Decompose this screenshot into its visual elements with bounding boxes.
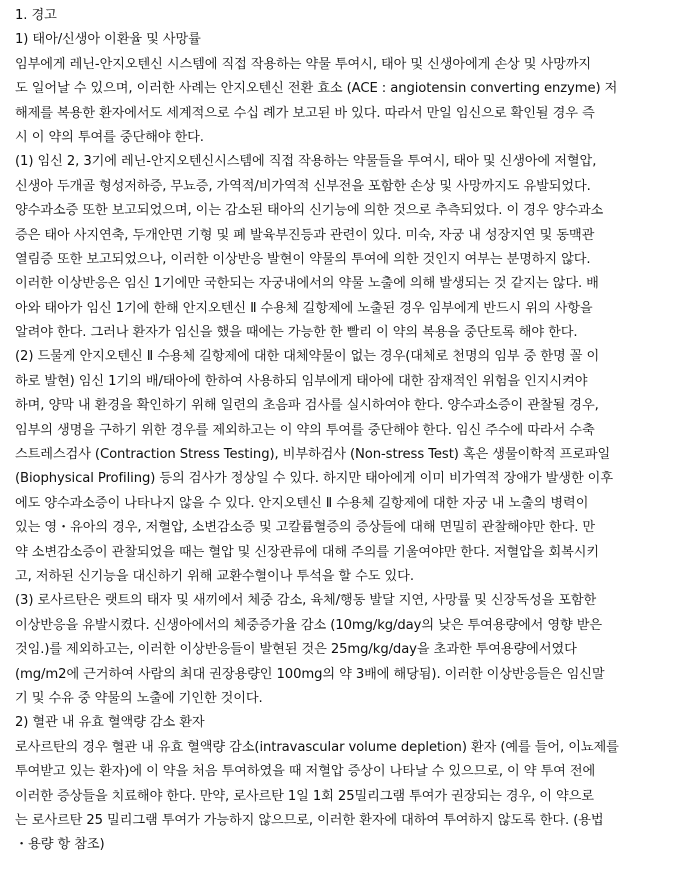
text-line: (3) 로사르탄은 랫트의 태자 및 새끼에서 체중 감소, 육체/행동 발달 지연, 사망률 및 신장독성을 포함한 (15, 593, 597, 609)
text-line: 이러한 이상반응은 임신 1기에만 국한되는 자궁내에서의 약물 노출에 의해 발생되는 것 같지는 않다. 배 (15, 276, 599, 292)
text-line: 도 일어날 수 있으며, 이러한 사례는 안지오텐신 전환 효소 (ACE : angiotensin converting enzyme) 저 (15, 81, 618, 97)
text-line: 임부에게 레닌-안지오텐신 시스템에 직접 작용하는 약물 투여시, 태아 및 신생아에게 손상 및 사망까지 (15, 56, 592, 72)
text-line: (mg/m2에 근거하여 사람의 최대 권장용량인 100mg의 약 3배에 해당됨). 이러한 이상반응들은 임신말 (15, 666, 605, 682)
item-3-paragraph (15, 589, 683, 711)
text-line: (2) 드물게 안지오텐신 Ⅱ 수용체 길항제에 대한 대체약물이 없는 경우(대체로 천명의 임부 중 한명 꼴 이 (15, 349, 600, 365)
text-line: 스트레스검사 (Contraction Stress Testing), 비부하검사 (Non-stress Test) 혹은 생물이학적 프로파일 (15, 447, 611, 463)
text-line: 시 이 약의 투여를 중단해야 한다. (15, 129, 204, 145)
text-line: 투여받고 있는 환자)에 이 약을 처음 투여하였을 때 저혈압 증상이 나타날 수 있으므로, 이 약 투여 전에 (15, 764, 596, 780)
text-line: 고, 저하된 신기능을 대신하기 위해 교환수혈이나 투석을 할 수도 있다. (15, 568, 414, 584)
text-line: 신생아 두개골 형성저하증, 무뇨증, 가역적/비가역적 신부전을 포함한 손상 및 사망까지도 유발되었다. (15, 178, 591, 194)
text-line: 증은 태아 사지연축, 두개안면 기형 및 폐 발육부진등과 관련이 있다. 미숙, 자궁 내 성장지연 및 동맥관 (15, 227, 595, 243)
text-line: 로사르탄의 경우 혈관 내 유효 혈액량 감소(intravascular volume depletion) 환자 (예를 들어, 이뇨제를 (15, 739, 619, 755)
text-line: 임부의 생명을 구하기 위한 경우를 제외하고는 이 약의 투여를 중단해야 한다. 임신 주수에 따라서 수축 (15, 422, 595, 438)
text-line: 기 및 수유 중 약물의 노출에 기인한 것이다. (15, 690, 263, 706)
subsection-heading-fetal-neonatal: 1) 태아/신생아 이환율 및 사망률 (15, 32, 201, 48)
text-line: (1) 임신 2, 3기에 레닌-안지오텐신시스템에 직접 작용하는 약물들을 투여시, 태아 및 신생아에 저혈압, (15, 154, 597, 170)
text-line: 이상반응을 유발시켰다. 신생아에서의 체중증가율 감소 (10mg/kg/day의 낮은 투여용량에서 영향 받은 (15, 617, 603, 633)
intro-paragraph (15, 53, 683, 151)
text-line: 양수과소증 또한 보고되었으며, 이는 감소된 태아의 신기능에 의한 것으로 추측되었다. 이 경우 양수과소 (15, 203, 604, 219)
subsection-2-paragraph (15, 736, 683, 858)
item-1-paragraph (15, 150, 683, 345)
text-line: 는 로사르탄 25 밀리그램 투여가 가능하지 않으므로, 이러한 환자에 대하여 투여하지 않도록 한다. (용법 (15, 812, 604, 828)
text-line: ・용량 항 참조) (15, 837, 105, 853)
text-line: 에도 양수과소증이 나타나지 않을 수 있다. 안지오텐신 Ⅱ 수용체 길항제에 대한 자궁 내 노출의 병력이 (15, 495, 589, 511)
text-line: 약 소변감소증이 관찰되었을 때는 혈압 및 신장관류에 대해 주의를 기울여야만 한다. 저혈압을 회복시키 (15, 544, 600, 560)
subsection-heading-volume-depletion: 2) 혈관 내 유효 혈액량 감소 환자 (15, 715, 205, 731)
text-line: (Biophysical Profiling) 등의 검사가 정상일 수 있다. 하지만 태아에게 이미 비가역적 장애가 발생한 이후 (15, 471, 613, 487)
text-line: 것임.)를 제외하고는, 이러한 이상반응들이 발현된 것은 25mg/kg/day을 초과한 투여용량에서였다 (15, 642, 577, 658)
text-line: 알려야 한다. 그러나 환자가 임신을 했을 때에는 가능한 한 빨리 이 약의 복용을 중단토록 해야 한다. (15, 325, 578, 341)
text-line: 아와 태아가 임신 1기에 한해 안지오텐신 Ⅱ 수용체 길항제에 노출된 경우 임부에게 반드시 위의 사항을 (15, 300, 593, 316)
text-line: 있는 영・유아의 경우, 저혈압, 소변감소증 및 고칼륨혈증의 증상들에 대해 면밀히 관찰해야만 한다. 만 (15, 520, 596, 536)
text-line: 하로 발현) 임신 1기의 배/태아에 한하여 사용하되 임부에게 태아에 대한 잠재적인 위험을 인지시켜야 (15, 373, 588, 389)
text-line: 열림증 또한 보고되었으나, 이러한 이상반응 발현이 약물의 투여에 의한 것인지 여부는 분명하지 않다. (15, 251, 591, 267)
section-heading: 1. 경고 (15, 8, 57, 23)
text-line: 이러한 증상들을 치료해야 한다. 만약, 로사르탄 1일 1회 25밀리그램 투여가 권장되는 경우, 이 약으로 (15, 788, 594, 804)
text-line: 해제를 복용한 환자에서도 세계적으로 수십 례가 보고된 바 있다. 따라서 만일 임신으로 확인될 경우 즉 (15, 105, 595, 121)
item-2-paragraph (15, 345, 683, 589)
text-line: 하며, 양막 내 환경을 확인하기 위해 일련의 초음파 검사를 실시하여야 한다. 양수과소증이 관찰될 경우, (15, 398, 599, 414)
